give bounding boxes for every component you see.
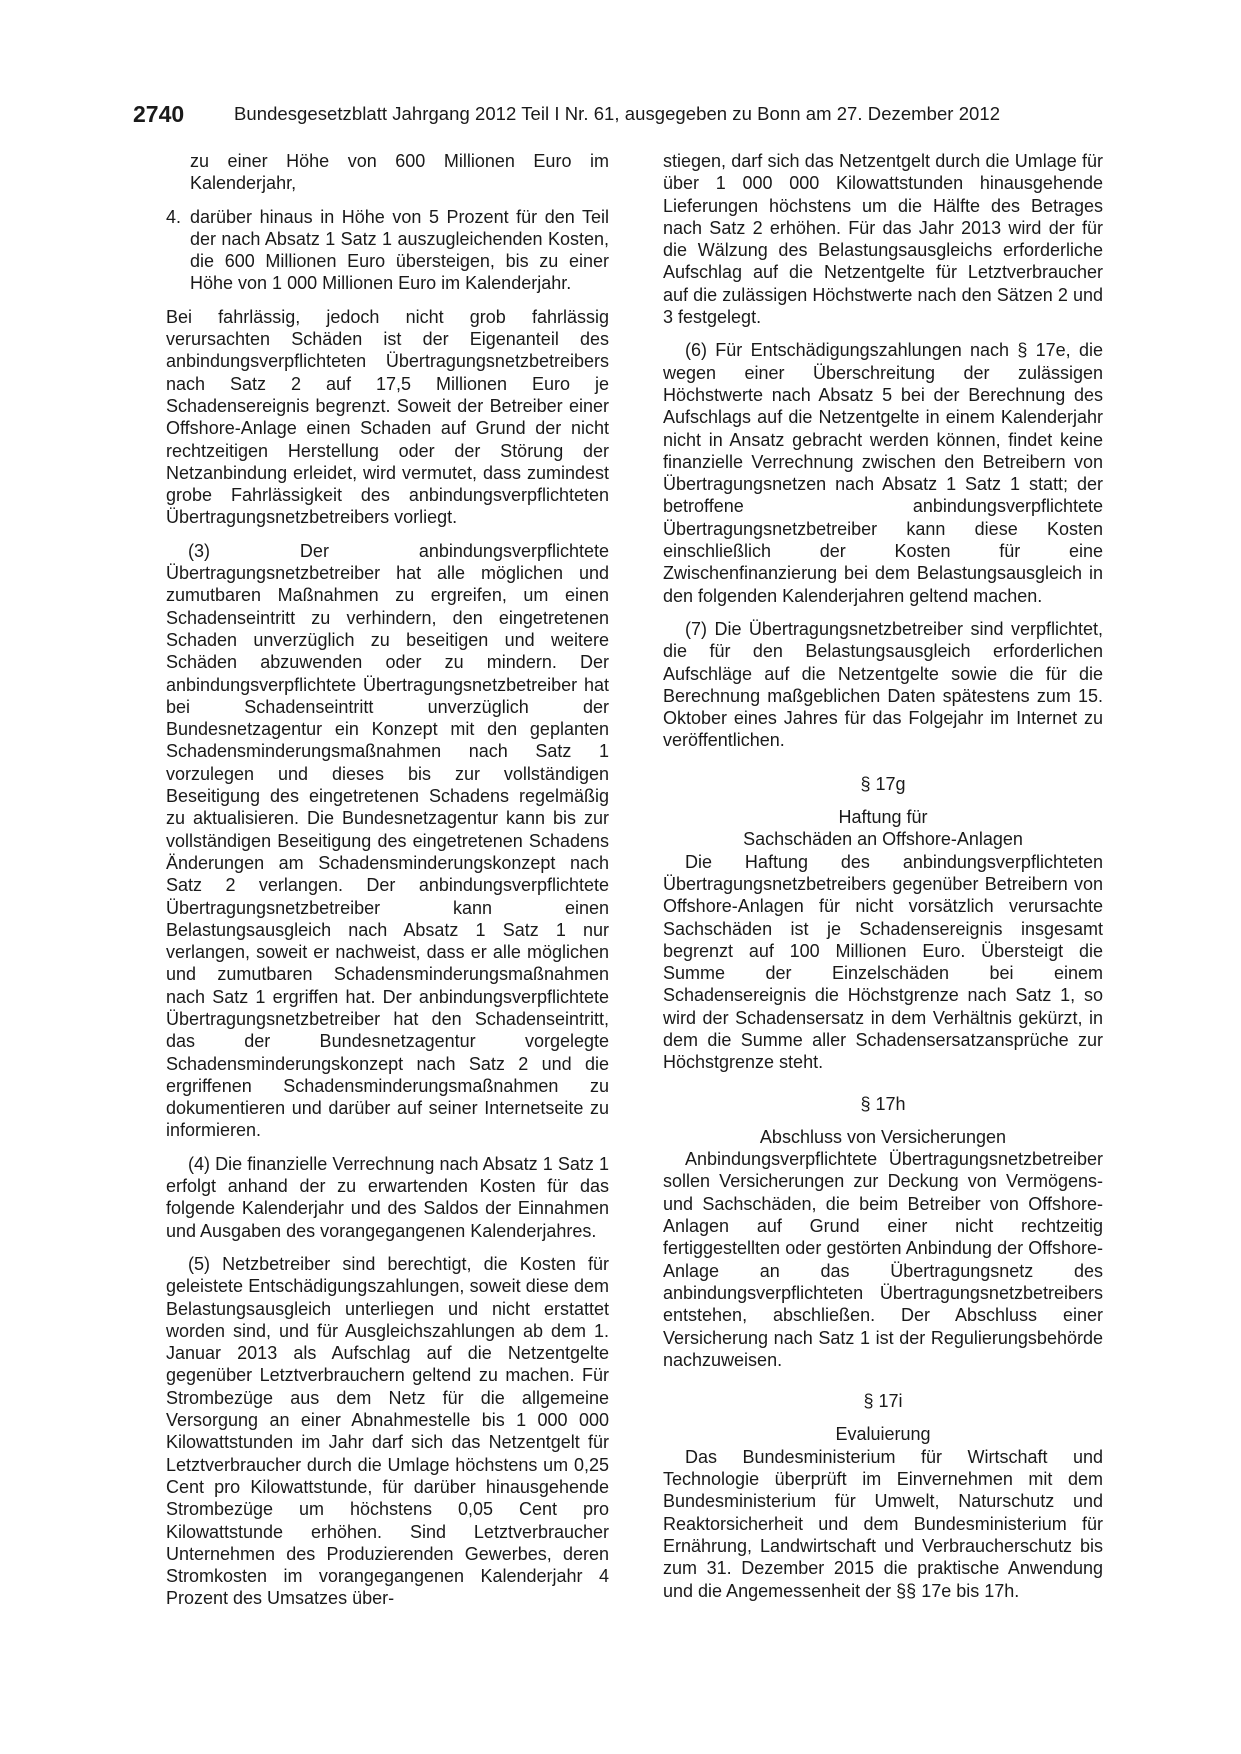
section-17h-title: Abschluss von Versicherungen — [759, 1126, 1007, 1147]
section-17i-text: Das Bundesministerium für Wirtschaft und Technologie überprüft im Einvernehmen mit dem Bundesministerium für Umwelt, Naturschutz und Reaktorsicherheit und dem Bundesministerium für Ernährung, Landwirtschaft und Verbraucherschutz bis zum 31. Dezember 2015 die praktische Anwendung und die Angemessenheit der §§ 17e bis 17h. — [663, 1446, 1103, 1601]
page-header — [133, 101, 1103, 131]
list-item-4 — [166, 206, 609, 295]
right-column — [663, 150, 1103, 1613]
paragraph-5-continuation: stiegen, darf sich das Netzentgelt durch die Umlage für über 1 000 000 Kilowattstunden hinausgehende Lieferungen höchstens um die Hälfte des Betrages nach Satz 2 erhöhen. Für das Jahr 2013 wird der für die Wälzung des Belastungsausgleichs erforderliche Aufschlag auf die Netzentgelte für Letztverbraucher auf die zulässigen Höchstwerte nach den Sätzen 2 und 3 festgelegt. — [663, 151, 1103, 328]
section-17g-number: § 17g — [860, 773, 906, 794]
section-17g-text: Die Haftung des anbindungsverpflichteten Übertragungsnetzbetreibers gegenüber Betreibern von Offshore-Anlagen für nicht vorsätzlich verursachte Sachschäden ist je Schadensereignis insgesamt begrenzt auf 100 Millionen Euro. Übersteigt die Summe der Einzelschäden bei einem Schadensereignis die Höchstgrenze nach Satz 1, so wird der Schadensersatz in dem Verhältnis gekürzt, in dem die Summe aller Schadensersatzansprüche zur Höchstgrenze steht. — [663, 851, 1103, 1073]
section-17i-number: § 17i — [863, 1391, 903, 1412]
section-17h-number: § 17h — [860, 1093, 906, 1114]
paragraph-5: (5) Netzbetreiber sind berechtigt, die Kosten für geleistete Entschädigungszahlungen, soweit diese dem Belastungsausgleich unterliegen und nicht erstattet worden sind, und für Ausgleichszahlungen ab dem 1. Januar 2013 als Aufschlag auf die Netzentgelte gegenüber Letztverbrauchern geltend zu machen. Für Strombezüge aus dem Netz für die allgemeine Versorgung an einer Abnahmestelle bis 1 000 000 Kilowattstunden im Jahr darf sich das Netzentgelt für Letztverbraucher durch die Umlage höchstens um 0,25 Cent pro Kilowattstunde, für darüber hinausgehende Strombezüge um höchstens 0,05 Cent pro Kilowattstunde erhöhen. Sind Letztverbraucher Unternehmen des Produzierenden Gewerbes, deren Stromkosten im vorangegangenen Kalenderjahr 4 Prozent des Umsatzes über- — [166, 1253, 609, 1609]
list-number: 4. — [166, 206, 182, 227]
paragraph-negligence: Bei fahrlässig, jedoch nicht grob fahrlässig verursachten Schäden ist der Eigenanteil des anbindungsverpflichteten Übertragungsnetzbetreibers nach Satz 2 auf 17,5 Millionen Euro je Schadensereignis begrenzt. Soweit der Betreiber einer Offshore-Anlage einen Schaden auf Grund der nicht rechtzeitigen Herstellung oder der Störung der Netzanbindung erleidet, wird vermutet, dass zumindest grobe Fahrlässigkeit des anbindungsverpflichteten Übertragungsnetzbetreibers vorliegt. — [166, 306, 609, 528]
section-17h-text: Anbindungsverpflichtete Übertragungsnetzbetreiber sollen Versicherungen zur Deckung von Vermögens- und Sachschäden, die beim Betreiber von Offshore-Anlagen auf Grund einer nicht rechtzeitig fertiggestellten oder gestörten Anbindung der Offshore-Anlage an das Übertragungsnetz des anbindungsverpflichteten Übertragungsnetzbetreibers entstehen, abschließen. Der Abschluss einer Versicherung nach Satz 1 ist der Regulierungsbehörde nachzuweisen. — [663, 1149, 1103, 1370]
paragraph-3: (3) Der anbindungsverpflichtete Übertragungsnetzbetreiber hat alle möglichen und zumutbaren Maßnahmen zu ergreifen, um einen Schadenseintritt zu verhindern, den eingetretenen Schaden unverzüglich zu beseitigen und weitere Schäden abzuwenden oder zu mindern. Der anbindungsverpflichtete Übertragungsnetzbetreiber hat bei Schadenseintritt unverzüglich der Bundesnetzagentur ein Konzept mit den geplanten Schadensminderungsmaßnahmen nach Satz 1 vorzulegen und dieses bis zur vollständigen Beseitigung des eingetretenen Schadens regelmäßig zu aktualisieren. Die Bundesnetzagentur kann bis zur vollständigen Beseitigung des eingetretenen Schadens Änderungen am Schadensminderungskonzept nach Satz 2 verlangen. Der anbindungsverpflichtete Übertragungsnetzbetreiber kann einen Belastungsausgleich nach Absatz 1 Satz 1 nur verlangen, soweit er nachweist, dass er alle möglichen und zumutbaren Schadensminderungsmaßnahmen nach Satz 1 ergriffen hat. Der anbindungsverpflichtete Übertragungsnetzbetreiber hat den Schadenseintritt, das der Bundesnetzagentur vorgelegte Schadensminderungskonzept nach Satz 2 und die ergriffenen Schadensminderungsmaßnahmen zu dokumentieren und darüber auf seiner Internetseite zu informieren. — [166, 540, 609, 1141]
paragraph-6: (6) Für Entschädigungszahlungen nach § 17e, die wegen einer Überschreitung der zulässigen Höchstwerte nach Absatz 5 bei der Berechnung des Aufschlags auf die Netzentgelte in einem Kalenderjahr nicht in Ansatz gebracht werden können, findet keine finanzielle Verrechnung zwischen den Betreibern von Übertragungsnetzen nach Absatz 1 Satz 1 statt; der betroffene anbindungsverpflichtete Übertragungsnetzbetreiber kann diese Kosten einschließlich der Kosten für eine Zwischenfinanzierung bei dem Belastungsausgleich in den folgenden Kalenderjahren geltend machen. — [663, 340, 1103, 606]
list-item-3-continuation: zu einer Höhe von 600 Millionen Euro im Kalenderjahr, — [190, 151, 609, 194]
page-number: 2740 — [133, 101, 185, 127]
paragraph-7: (7) Die Übertragungsnetzbetreiber sind verpflichtet, die für den Belastungsausgleich erforderlichen Aufschläge auf die Netzentgelte sowie die für die Berechnung maßgeblichen Daten spätestens zum 15. Oktober eines Jahres für das Folgejahr im Internet zu veröffentlichen. — [663, 618, 1103, 751]
section-17i-title: Evaluierung — [835, 1424, 931, 1445]
running-header: Bundesgesetzblatt Jahrgang 2012 Teil I Nr. 61, ausgegeben zu Bonn am 27. Dezember 2012 — [234, 103, 1001, 124]
section-17g-title-line2: Sachschäden an Offshore-Anlagen — [743, 829, 1023, 850]
paragraph-4: (4) Die finanzielle Verrechnung nach Absatz 1 Satz 1 erfolgt anhand der zu erwartenden Kosten für das folgende Kalenderjahr und des Saldos der Einnahmen und Ausgaben des vorangegangenen Kalenderjahres. — [166, 1153, 609, 1241]
list-text: darüber hinaus in Höhe von 5 Prozent für den Teil der nach Absatz 1 Satz 1 auszugleichenden Kosten, die 600 Millionen Euro übersteigen, bis zu einer Höhe von 1 000 Millionen Euro im Kalenderjahr. — [190, 206, 609, 294]
left-column — [166, 150, 609, 1621]
section-17g-title-line1: Haftung für — [838, 807, 928, 828]
